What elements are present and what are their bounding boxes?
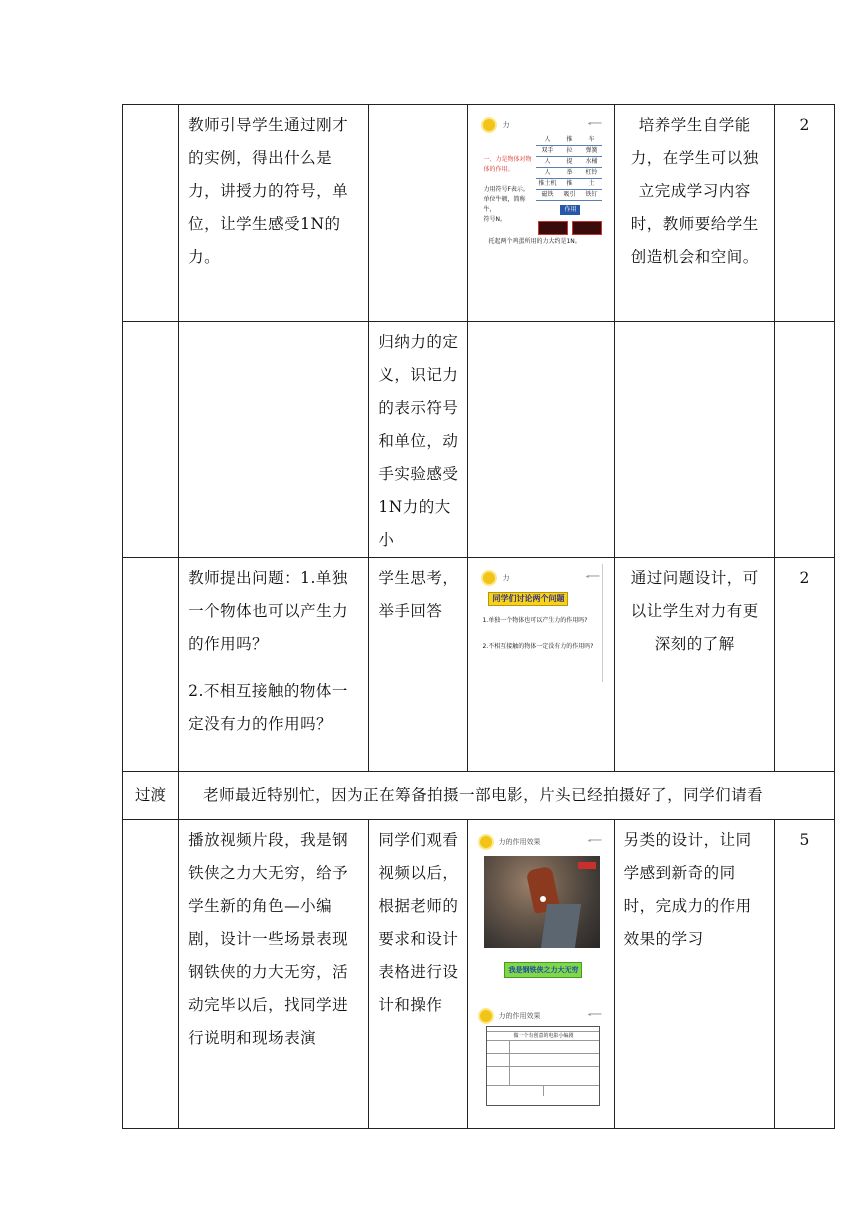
nav-arrow-icon: ◂━━━ (587, 837, 602, 844)
slide-center-box: 作用 (560, 205, 580, 215)
table-row (123, 558, 835, 772)
media-cell (468, 820, 614, 1129)
stage-cell (123, 105, 179, 322)
slide-action-table (536, 135, 602, 201)
table-row (123, 820, 835, 1129)
video-frame (484, 856, 600, 948)
time-cell (774, 322, 834, 558)
teacher-activity-cell: 播放视频片段，我是钢铁侠之力大无穷，给予学生新的角色—小编剧，设计一些场景表现钢铁侠的力大无穷，活动完毕以后，找同学进行说明和现场表演 (179, 820, 369, 1129)
slide-banner: 同学们讨论两个问题 (488, 592, 568, 606)
design-purpose-cell: 通过问题设计，可以让学生对力有更深刻的了解 (614, 558, 774, 772)
media-cell (468, 558, 614, 772)
slide-table-row: 人 提 水桶 (536, 157, 602, 168)
stage-cell (123, 322, 179, 558)
slide-discussion: 力 ◂━━━ 同学们讨论两个问题 1.单独一个物体也可以产生力的作用吗? 2.不相互接触的物体一定没有力的作用吗? (478, 564, 603, 682)
slide-question-1: 1.单独一个物体也可以产生力的作用吗? (482, 617, 588, 624)
sun-icon (483, 572, 495, 584)
slide-heading: 一、力是物体对物体的作用。 (483, 156, 532, 173)
transition-text-cell: 老师最近特别忙，因为正在筹备拍摄一部电影，片头已经拍摄好了，同学们请看 (179, 772, 835, 820)
teacher-activity-cell (179, 322, 369, 558)
teacher-activity-cell: 教师提出问题：1.单独一个物体也可以产生力的作用吗？ 2.不相互接触的物体一定没有力的作用吗？ (179, 558, 369, 772)
sun-icon (480, 836, 492, 848)
slide-question-2: 2.不相互接触的物体一定没有力的作用吗? (482, 643, 594, 650)
media-cell (468, 105, 614, 322)
slide-table-row: 人 推 车 (536, 135, 602, 146)
nav-arrow-icon: ◂━━━ (585, 573, 600, 580)
table-row (123, 105, 835, 322)
nav-arrow-icon: ◂━━━ (587, 1011, 602, 1018)
stage-cell (123, 558, 179, 772)
slide-video: 力的作用效果 ◂━━━ 我是钢铁侠之力大无穷 (476, 830, 604, 998)
slide-bottom-note: 托起两个鸡蛋所用的力大约是1N。 (488, 238, 581, 245)
slide-notes: 力用符号F表示。 单位牛顿，简称牛， 符号N。 (483, 186, 529, 223)
student-activity-cell: 归纳力的定义，识记力的表示符号和单位，动手实验感受1N力的大小 (369, 322, 468, 558)
sun-icon (480, 1010, 492, 1022)
slide-force-definition: 力 ◂━━━ 一、力是物体对物体的作用。 力用符号F表示。 单位牛顿，简称牛， 符号N。 人 推 车 双手 拉 弹簧 人 提 水桶 人 举 杠铃 推土机 推 土 磁铁 吸引 铁钉 作用 托起两个鸡蛋所用的力大约是1N。 (478, 111, 604, 251)
student-activity-cell: 学生思考，举手回答 (369, 558, 468, 772)
media-cell (468, 322, 614, 558)
form-grid (486, 1026, 600, 1106)
student-activity-cell (369, 105, 468, 322)
nav-arrow-icon: ◂━━━ (587, 120, 602, 127)
slide-image-right (572, 221, 602, 235)
slide-screenwriter-form: 力的作用效果 ◂━━━ 做一个有创意的电影小编剧 (476, 1006, 604, 1106)
slide-table-row: 人 举 杠铃 (536, 168, 602, 179)
time-cell: 2 (774, 105, 834, 322)
slide-table-row: 磁铁 吸引 铁钉 (536, 190, 602, 201)
stage-cell: 过渡 (123, 772, 179, 820)
form-heading: 做一个有创意的电影小编剧 (487, 1032, 599, 1041)
sun-icon (483, 119, 495, 131)
time-cell: 2 (774, 558, 834, 772)
transition-row (123, 772, 835, 820)
slide-table-row: 双手 拉 弹簧 (536, 146, 602, 157)
stage-cell (123, 820, 179, 1129)
design-purpose-cell (614, 322, 774, 558)
slide-image-left (538, 221, 568, 235)
slide-table-row: 推土机 推 土 (536, 179, 602, 190)
tv-logo-icon (578, 862, 596, 869)
lesson-plan-table (122, 104, 835, 1129)
building-shape (541, 904, 581, 948)
video-title-button[interactable]: 我是钢铁侠之力大无穷 (504, 962, 582, 978)
design-purpose-cell: 培养学生自学能力，在学生可以独立完成学习内容时，教师要给学生创造机会和空间。 (614, 105, 774, 322)
teacher-activity-cell: 教师引导学生通过刚才的实例，得出什么是力，讲授力的符号，单位，让学生感受1N的力。 (179, 105, 369, 322)
design-purpose-cell: 另类的设计，让同学感到新奇的同时，完成力的作用效果的学习 (614, 820, 774, 1129)
time-cell: 5 (774, 820, 834, 1129)
table-row (123, 322, 835, 558)
student-activity-cell: 同学们观看视频以后，根据老师的要求和设计表格进行设计和操作 (369, 820, 468, 1129)
